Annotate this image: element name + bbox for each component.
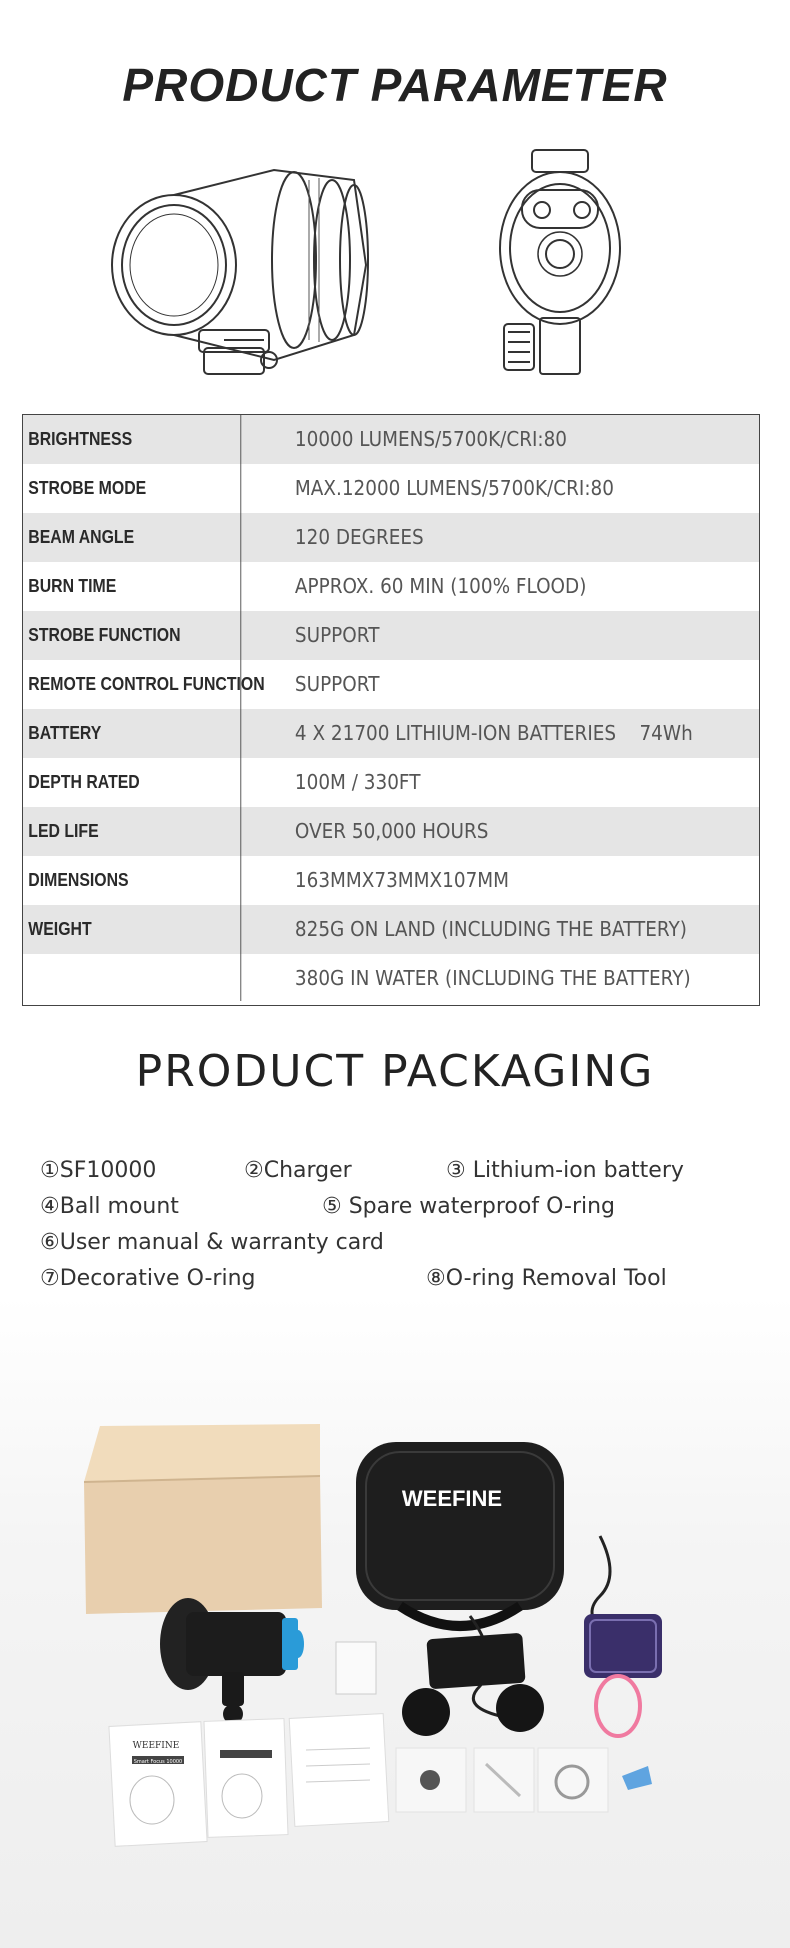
spec-value: 120 DEGREES <box>294 525 424 549</box>
spec-value: MAX.12000 LUMENS/5700K/CRI:80 <box>294 476 614 500</box>
cap-2 <box>496 1684 544 1732</box>
spec-value: 4 X 21700 LITHIUM-ION BATTERIES 74Wh <box>294 721 693 745</box>
spec-label: STROBE FUNCTION <box>23 611 241 660</box>
table-row <box>23 905 759 954</box>
table-row <box>23 660 759 709</box>
table-row <box>23 562 759 611</box>
o-ring-pink <box>596 1676 640 1736</box>
spec-table <box>22 414 760 1006</box>
spec-label: DEPTH RATED <box>23 758 241 807</box>
o-ring-tool <box>622 1766 652 1790</box>
battery-image <box>584 1614 662 1678</box>
spec-label: DIMENSIONS <box>23 856 241 905</box>
manual-label: Smart Focus 10000 <box>133 1759 183 1765</box>
package-item: ④Ball mount <box>40 1194 179 1219</box>
manual-2 <box>204 1719 288 1838</box>
package-item: ③ Lithium-ion battery <box>446 1158 684 1183</box>
spec-label: BURN TIME <box>23 562 241 611</box>
spec-value: 10000 LUMENS/5700K/CRI:80 <box>294 427 568 451</box>
case-image <box>356 1442 564 1626</box>
spec-label: REMOTE CONTROL FUNCTION <box>23 660 241 709</box>
case-logo: WEEFINE <box>401 1486 503 1511</box>
spec-label: BRIGHTNESS <box>23 415 241 464</box>
spec-value: 380G IN WATER (INCLUDING THE BATTERY) <box>294 966 691 990</box>
table-row <box>23 856 759 905</box>
spec-value: APPROX. 60 MIN (100% FLOOD) <box>294 574 587 598</box>
box-image <box>84 1424 322 1614</box>
spec-label: LED LIFE <box>23 807 241 856</box>
package-item: ⑦Decorative O-ring <box>40 1266 256 1291</box>
spec-value: SUPPORT <box>294 623 380 647</box>
spec-value: SUPPORT <box>294 672 380 696</box>
charger-image <box>426 1633 525 1690</box>
table-row <box>23 464 759 513</box>
spec-value: 100M / 330FT <box>294 770 421 794</box>
package-item: ①SF10000 <box>40 1158 157 1183</box>
spec-label: BEAM ANGLE <box>23 513 241 562</box>
table-row <box>23 954 759 1001</box>
package-item: ⑧O-ring Removal Tool <box>426 1266 667 1291</box>
spec-value: OVER 50,000 HOURS <box>294 819 489 843</box>
table-row <box>23 709 759 758</box>
product-certificate-card <box>336 1642 376 1694</box>
package-item: ⑤ Spare waterproof O-ring <box>322 1194 616 1219</box>
spec-label <box>23 954 241 1001</box>
package-item: ⑥User manual & warranty card <box>40 1230 384 1255</box>
cap-1 <box>402 1688 450 1736</box>
warranty-card <box>289 1714 389 1827</box>
product-side-drawing <box>104 150 384 380</box>
package-item: ②Charger <box>244 1158 352 1183</box>
package-contents-photo <box>0 1296 790 1948</box>
light-image <box>160 1598 304 1724</box>
table-row <box>23 758 759 807</box>
o-ring-bag <box>538 1748 608 1812</box>
packaging-title: PRODUCT PACKAGING <box>135 1046 655 1097</box>
table-row <box>23 415 759 464</box>
manual-1 <box>109 1722 207 1847</box>
spec-value: 825G ON LAND (INCLUDING THE BATTERY) <box>294 917 687 941</box>
spec-label: STROBE MODE <box>23 464 241 513</box>
product-back-drawing <box>490 148 630 380</box>
spec-label: WEIGHT <box>23 905 241 954</box>
table-row <box>23 513 759 562</box>
manual-logo: WEEFINE <box>132 1741 180 1751</box>
spec-value: 163MMX73MMX107MM <box>294 868 510 892</box>
page-title: PRODUCT PARAMETER <box>122 59 668 111</box>
table-row <box>23 611 759 660</box>
table-row <box>23 807 759 856</box>
spec-label: BATTERY <box>23 709 241 758</box>
